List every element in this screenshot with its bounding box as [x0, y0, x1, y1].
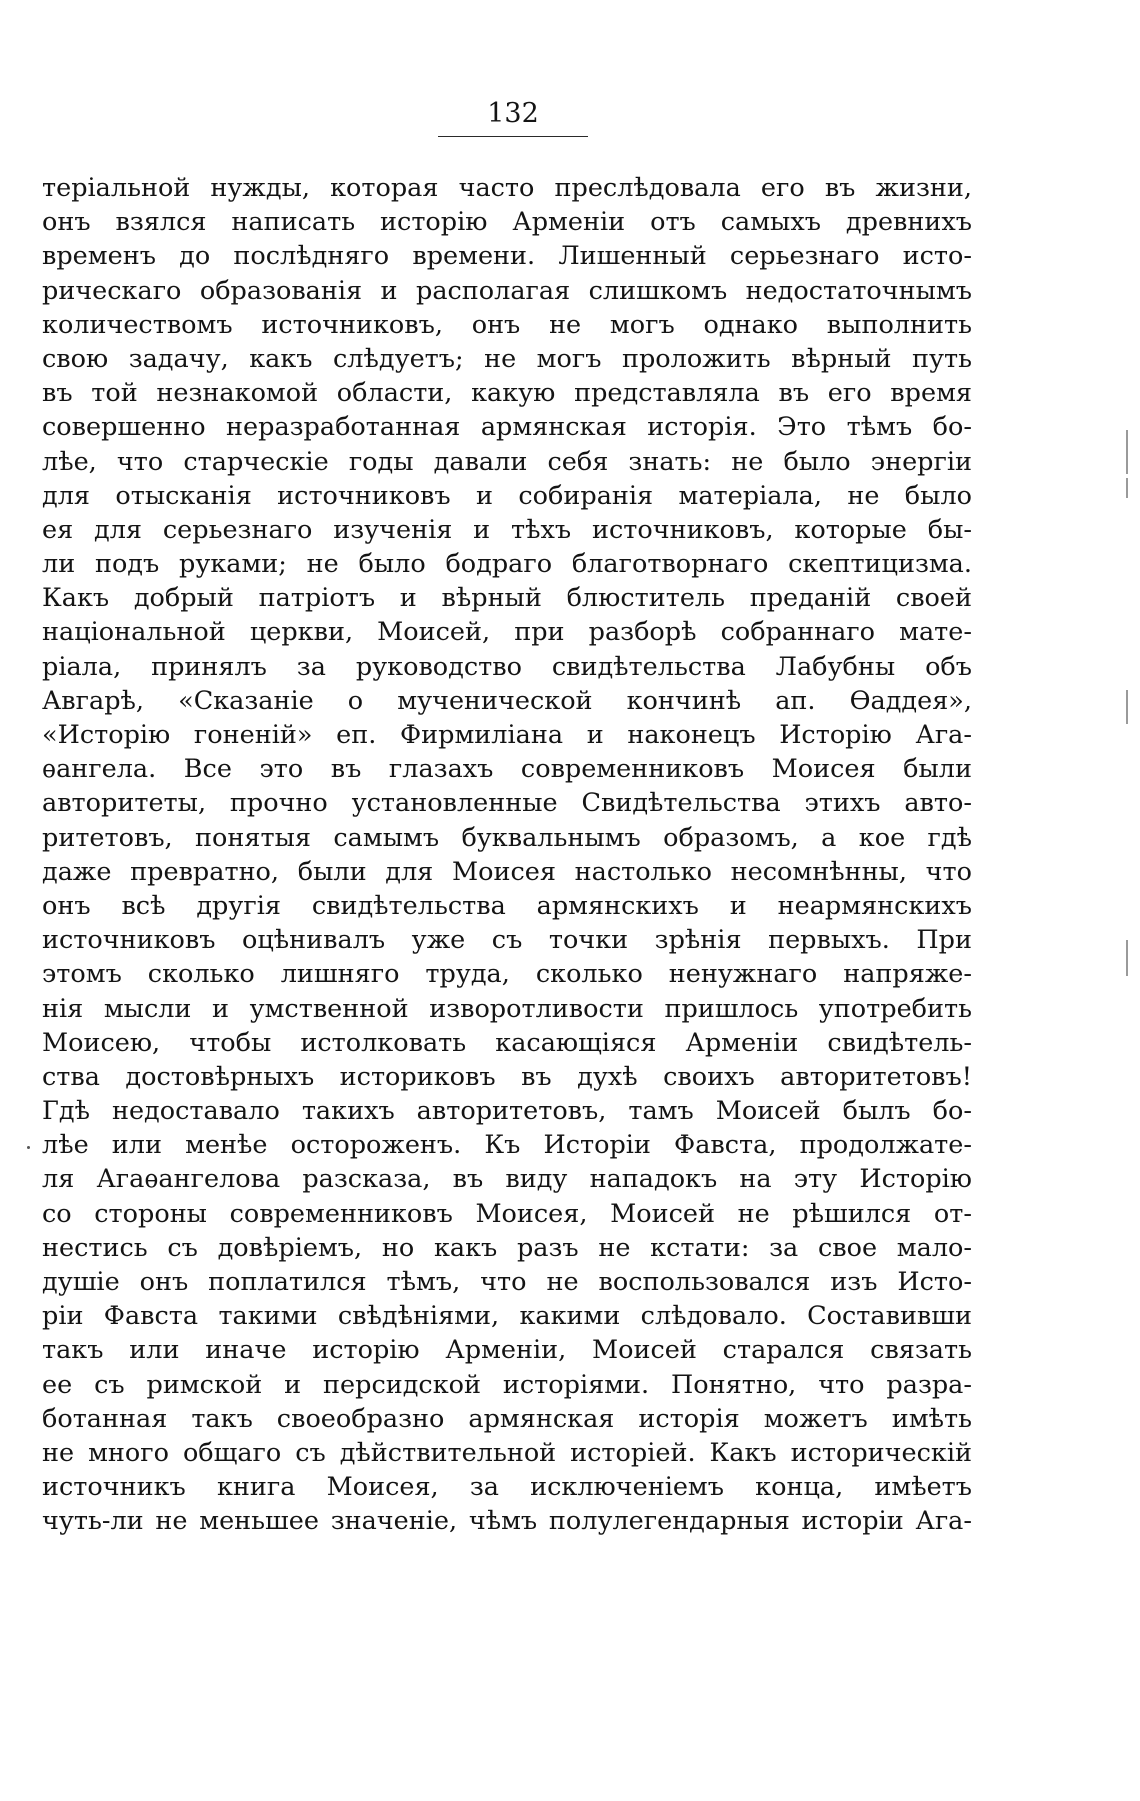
text-line: количествомъ источниковъ, онъ не могъ однако выполнить [42, 309, 972, 340]
text-line: онъ всѣ другія свидѣтельства армянскихъ и неармянскихъ [42, 890, 972, 921]
text-line: Гдѣ недоставало такихъ авторитетовъ, тамъ Моисей былъ бо- [42, 1096, 972, 1127]
text-line: рическаго образованія и располагая слишкомъ недостаточнымъ [42, 275, 972, 306]
text-line: ля Агаѳангелова разсказа, въ виду нападокъ на эту Исторію [42, 1164, 972, 1195]
body-text [42, 171, 972, 1539]
text-line: ства достовѣрныхъ историковъ въ духѣ своихъ авторитетовъ! [42, 1061, 972, 1092]
scan-margin-mark [1126, 430, 1128, 474]
text-line: источниковъ оцѣнивалъ уже съ точки зрѣнія первыхъ. При [42, 925, 972, 956]
text-line: не много общаго съ дѣйствительной исторіей. Какъ историческій [42, 1437, 972, 1468]
scan-speck [27, 1146, 30, 1149]
text-line: авторитеты, прочно установленные Свидѣтельства этихъ авто- [42, 788, 972, 819]
text-line: лѣе или менѣе остороженъ. Къ Исторіи Фавста, продолжате- [42, 1130, 972, 1161]
text-line: свою задачу, какъ слѣдуетъ; не могъ проложить вѣрный путь [42, 343, 972, 374]
text-line: ея для серьезнаго изученія и тѣхъ источниковъ, которые бы- [42, 514, 972, 545]
text-line: совершенно неразработанная армянская исторія. Это тѣмъ бо- [42, 412, 972, 443]
text-line: Какъ добрый патріотъ и вѣрный блюститель преданій своей [42, 583, 972, 614]
text-line: нестись съ довѣріемъ, но какъ разъ не кстати: за свое мало- [42, 1232, 972, 1263]
text-line: въ той незнакомой области, какую представляла въ его время [42, 378, 972, 409]
text-line: теріальной нужды, которая часто преслѣдовала его въ жизни, [42, 173, 972, 203]
scan-margin-mark [1126, 478, 1128, 498]
text-line: чуть-ли не меньшее значеніе, чѣмъ полулегендарныя исторіи Ага- [42, 1506, 972, 1537]
text-line: этомъ сколько лишняго труда, сколько ненужнаго напряже- [42, 959, 972, 990]
text-line: со стороны современниковъ Моисея, Моисей не рѣшился от- [42, 1198, 972, 1229]
text-line: онъ взялся написать исторію Арменіи отъ самыхъ древнихъ [42, 207, 972, 238]
text-line: ріала, принялъ за руководство свидѣтельства Лабубны объ [42, 651, 972, 682]
text-line: лѣе, что старческіе годы давали себя знать: не было энергіи [42, 446, 972, 477]
text-line: временъ до послѣдняго времени. Лишенный серьезнаго исто- [42, 241, 972, 272]
text-line: Моисею, чтобы истолковать касающіяся Арменіи свидѣтель- [42, 1027, 972, 1058]
text-line: ритетовъ, понятыя самымъ буквальнымъ образомъ, а кое гдѣ [42, 822, 972, 853]
text-line: даже превратно, были для Моисея настолько несомнѣнны, что [42, 856, 972, 887]
page-number: 132 [487, 98, 539, 129]
text-line: душіе онъ поплатился тѣмъ, что не воспользовался изъ Исто- [42, 1267, 972, 1297]
text-line: такъ или иначе исторію Арменіи, Моисей старался связать [42, 1335, 972, 1366]
text-line: ботанная такъ своеобразно армянская исторія можетъ имѣть [42, 1403, 972, 1434]
text-line: Авгарѣ, «Сказаніе о мученической кончинѣ ап. Ѳаддея», [42, 685, 972, 716]
text-line: источникъ книга Моисея, за исключеніемъ конца, имѣетъ [42, 1472, 972, 1503]
text-line: нія мысли и умственной изворотливости пришлось употребить [42, 993, 972, 1024]
text-line: національной церкви, Моисей, при разборѣ собраннаго мате- [42, 617, 972, 648]
text-line: «Исторію гоненій» еп. Фирмиліана и наконецъ Исторію Ага- [42, 720, 972, 750]
scan-margin-mark [1126, 940, 1128, 976]
text-line: ѳангела. Все это въ глазахъ современниковъ Моисея были [42, 754, 972, 785]
text-line: для отысканія источниковъ и собиранія матеріала, не было [42, 480, 972, 511]
scan-margin-mark [1126, 690, 1128, 724]
text-line: ее съ римской и персидской исторіями. Понятно, что разра- [42, 1369, 972, 1400]
page-number-rule [438, 136, 588, 137]
text-line: ли подъ руками; не было бодраго благотворнаго скептицизма. [42, 549, 972, 580]
text-line: ріи Фавста такими свѣдѣніями, какими слѣдовало. Составивши [42, 1301, 972, 1332]
